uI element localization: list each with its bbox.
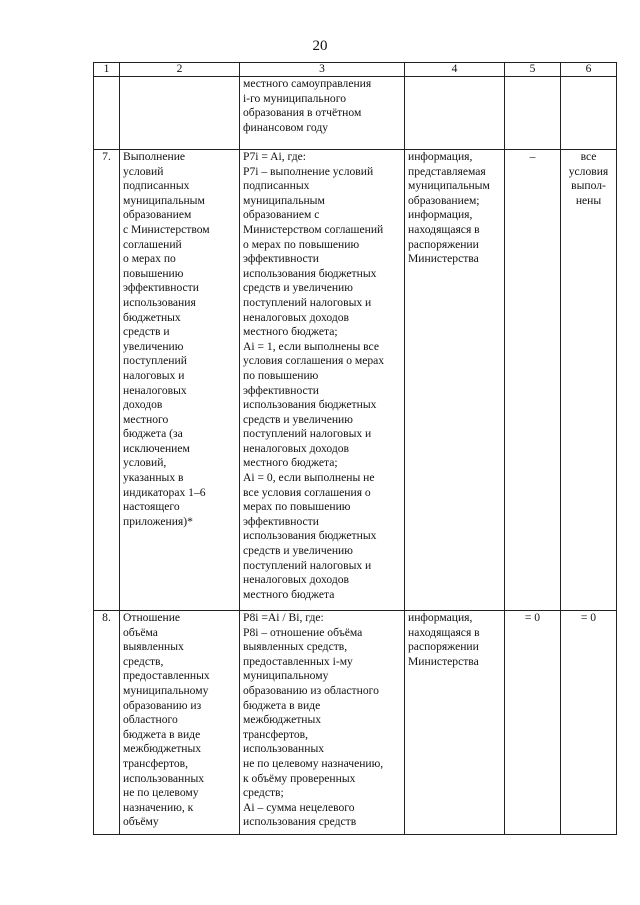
table-row (94, 150, 617, 611)
formula-cell: местного самоуправления i-го муниципального образования в отчётном финансовом году (240, 77, 405, 150)
source-cell: информация, находящаяся в распоряжении Министерства (405, 611, 505, 835)
indicator-cell: Выполнение условий подписанных муниципальным образованием с Министерством соглашений о мерах по повышению эффективности использования бюджетных средств и увеличению поступлений налоговых и неналоговых доходов местного бюджета (за исключением условий, указанных в индикаторах 1–6 настоящего приложения)* (120, 150, 240, 611)
column-header: 3 (240, 63, 405, 77)
target-cell: все условия выпол- нены (561, 150, 617, 611)
row-number-cell (94, 77, 120, 150)
indicator-cell (120, 77, 240, 150)
target-cell (561, 77, 617, 150)
row-number-cell: 7. (94, 150, 120, 611)
indicator-cell: Отношение объёма выявленных средств, предоставленных муниципальному образованию из областного бюджета в виде межбюджетных трансфертов, использованных не по целевому назначению, к объёму (120, 611, 240, 835)
threshold-cell: = 0 (505, 611, 561, 835)
column-header: 2 (120, 63, 240, 77)
table-row (94, 77, 617, 150)
source-cell: информация, представляемая муниципальным образованием; информация, находящаяся в распоряжении Министерства (405, 150, 505, 611)
indicators-table (93, 62, 617, 835)
column-header: 1 (94, 63, 120, 77)
source-cell (405, 77, 505, 150)
column-header: 5 (505, 63, 561, 77)
target-cell: = 0 (561, 611, 617, 835)
row-number-cell: 8. (94, 611, 120, 835)
column-header: 4 (405, 63, 505, 77)
table-row (94, 611, 617, 835)
threshold-cell (505, 77, 561, 150)
column-number-row (94, 63, 617, 77)
threshold-cell: – (505, 150, 561, 611)
column-header: 6 (561, 63, 617, 77)
page-number: 20 (312, 38, 328, 54)
formula-cell: P7i = Ai, где: P7i – выполнение условий подписанных муниципальным образованием с Министерством соглашений о мерах по повышению эффективности использования бюджетных средств и увеличению поступлений налоговых и неналоговых доходов местного бюджета; Ai = 1, если выполнены все условия соглашения о мерах по повышению эффективности использования бюджетных средств и увеличению поступлений налоговых и неналоговых доходов местного бюджета; Ai = 0, если выполнены не все условия соглашения о мерах по повышению эффективности использования бюджетных средств и увеличению поступлений налоговых и неналоговых доходов местного бюджета (240, 150, 405, 611)
formula-cell: P8i =Ai / Bi, где: P8i – отношение объёма выявленных средств, предоставленных i-му муниципальному образованию из областного бюджета в виде межбюджетных трансфертов, использованных не по целевому назначению, к объёму проверенных средств; Ai – сумма нецелевого использования средств (240, 611, 405, 835)
